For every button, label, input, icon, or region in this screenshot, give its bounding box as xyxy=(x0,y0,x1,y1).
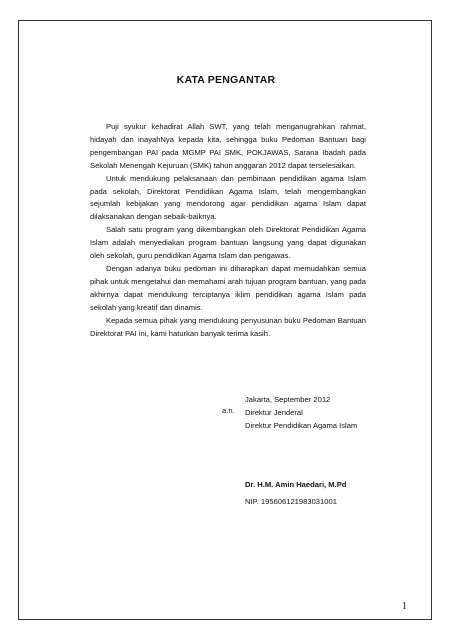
paragraph-2: Untuk mendukung pelaksanaan dan pembinaan pendidikan agama Islam pada sekolah, Direktorat Pendidikan Agama Islam, telah mengembangkan sejumlah kebijakan yang mendorong agar pendidikan agama Islam dapat dilaksanakan dengan sebaik-baiknya. xyxy=(90,173,366,222)
signer-nip: NIP. 195606121983031001 xyxy=(245,497,337,506)
paragraph-1: Puji syukur kehadirat Allah SWT, yang telah menganugrahkan rahmat, hidayah dan inayahNya kepada kita, sehingga buku Pedoman Bantuan bagi pengembangan PAI pada MGMP PAI SMK, POKJAWAS, Sarana Ibadah pada Sekolah Menengah Kejuruan (SMK) tahun anggaran 2012 dapat terselesaikan. xyxy=(90,122,366,170)
signer-block xyxy=(245,478,346,508)
position-title-1: Direktur Jenderal xyxy=(245,408,303,417)
signature-block xyxy=(245,393,357,432)
position-title-2: Direktur Pendidikan Agama Islam xyxy=(245,421,358,430)
place-date: Jakarta, September 2012 xyxy=(245,395,331,404)
paragraph-3: Salah satu program yang dikembangkan oleh Direktorat Pendidikan Agama Islam adalah menyediakan program bantuan langsung yang dapat digunakan oleh sekolah, guru pendidikan Agama Islam dan pengawas. xyxy=(90,225,366,261)
page-title: KATA PENGANTAR xyxy=(176,74,276,86)
paragraph-5: Kepada semua pihak yang mendukung penyusunan buku Pedoman Bantuan Direktorat PAI ini, kami haturkan banyak terima kasih. xyxy=(90,315,366,338)
body-text xyxy=(90,121,366,340)
page-number: 1 xyxy=(402,601,407,612)
paragraph-4: Dengan adanya buku pedoman ini diharapkan dapat memudahkan semua pihak untuk mengetahui dan memahami arah tujuan program bantuan, yang pada akhirnya dapat mendukung terciptanya iklim pendidikan agama Islam pada sekolah yang kreatif dan dinamis. xyxy=(90,263,366,312)
an-label: a.n. xyxy=(222,406,235,415)
signer-name: Dr. H.M. Amin Haedari, M.Pd xyxy=(245,480,347,489)
